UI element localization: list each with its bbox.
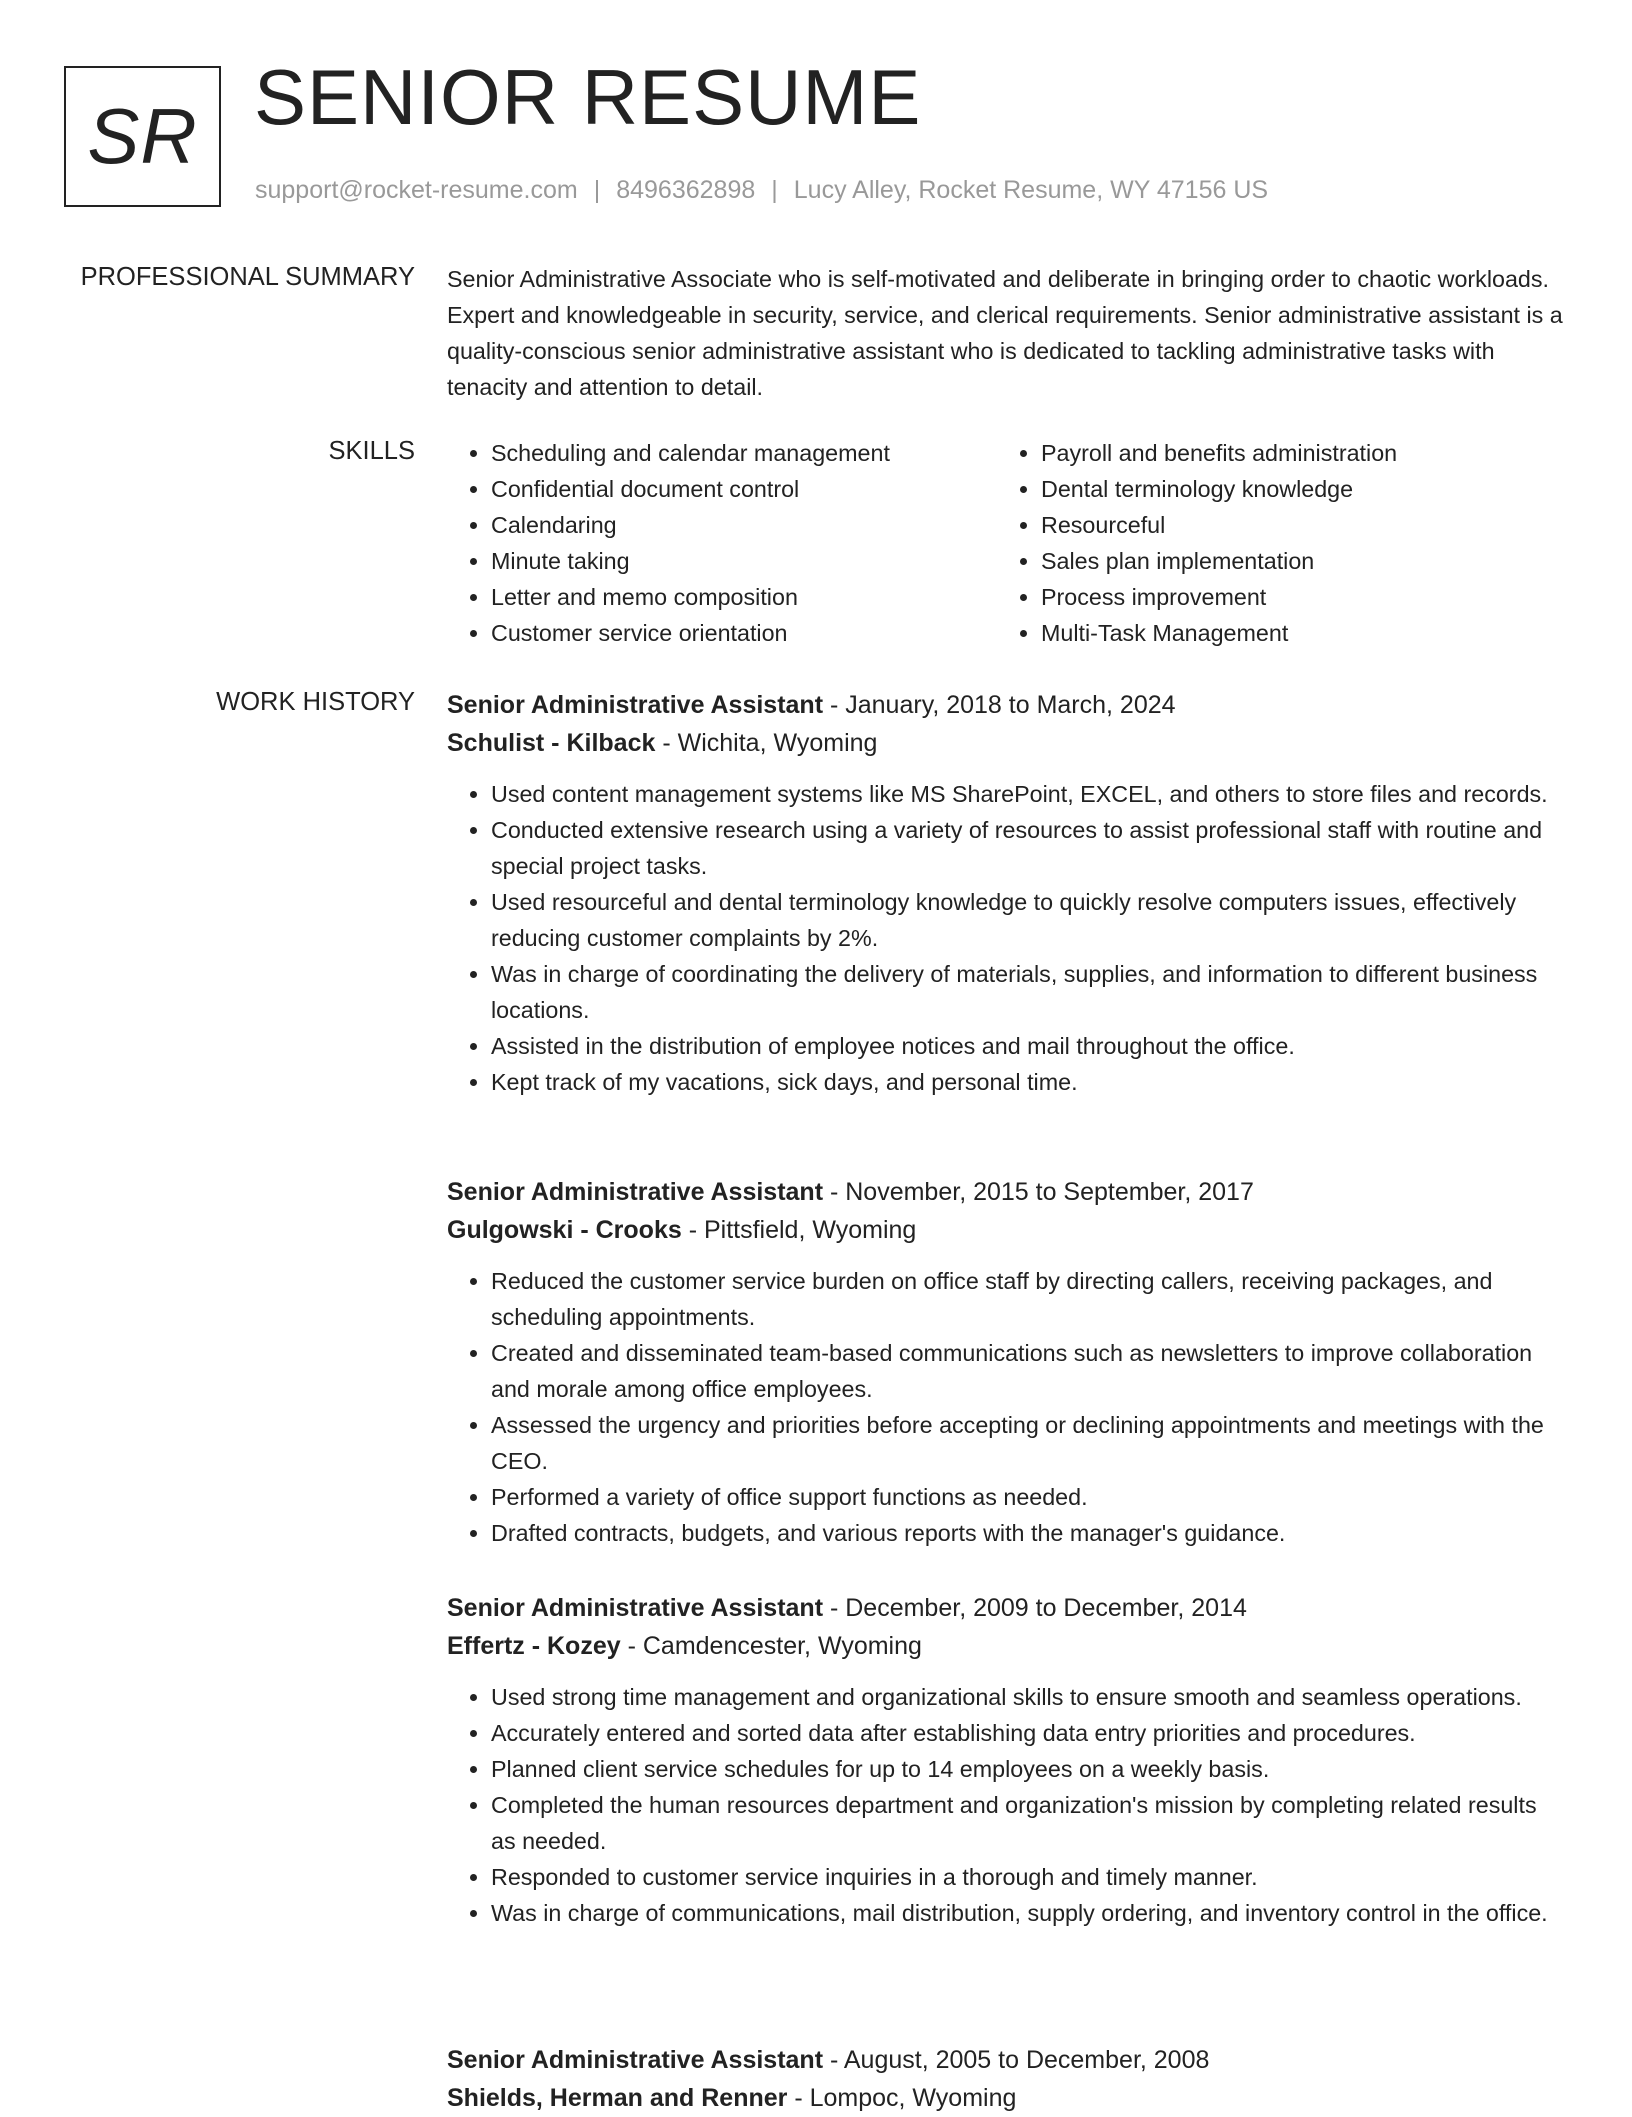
skill-item: • Payroll and benefits administration: [1041, 435, 1547, 471]
job-title: Senior Administrative Assistant: [447, 2046, 824, 2074]
job-dates: - November, 2015 to September, 2017: [823, 1178, 1254, 1206]
contact-separator: |: [771, 176, 778, 204]
job-company-line: [447, 1627, 1567, 1665]
job-entry: [447, 686, 1567, 1100]
job-bullets: [447, 1679, 1567, 1931]
job-bullet: • Performed a variety of office support functions as needed.: [491, 1479, 1567, 1515]
job-bullet: • Planned client service schedules for up to 14 employees on a weekly basis.: [491, 1751, 1567, 1787]
job-title: Senior Administrative Assistant: [447, 1178, 824, 1206]
job-location: - Wichita, Wyoming: [655, 729, 878, 757]
job-title: Senior Administrative Assistant: [447, 1594, 824, 1622]
skill-item: • Dental terminology knowledge: [1041, 471, 1547, 507]
job-entry: [447, 1173, 1567, 1551]
job-location: - Pittsfield, Wyoming: [681, 1216, 917, 1244]
contact-line: [255, 176, 1268, 205]
skills-right-list: [997, 435, 1547, 651]
job-bullet: • Was in charge of communications, mail distribution, supply ordering, and inventory control in the office.: [491, 1895, 1567, 1931]
job-entry: [447, 1589, 1567, 1931]
skill-item: • Sales plan implementation: [1041, 543, 1547, 579]
job-bullet: • Assessed the urgency and priorities before accepting or declining appointments and meetings with the CEO.: [491, 1407, 1567, 1479]
skills-grid: [447, 435, 1567, 651]
job-company-line: [447, 724, 1567, 762]
skill-item: • Confidential document control: [491, 471, 997, 507]
skill-item: • Scheduling and calendar management: [491, 435, 997, 471]
job-bullet: • Completed the human resources department and organization's mission by completing related results as needed.: [491, 1787, 1567, 1859]
job-bullets: [447, 776, 1567, 1100]
job-bullet: • Created and disseminated team-based communications such as newsletters to improve collaboration and morale among office employees.: [491, 1335, 1567, 1407]
job-bullet: • Used resourceful and dental terminology knowledge to quickly resolve computers issues, effectively reducing customer complaints by 2%.: [491, 884, 1567, 956]
resume-name: SENIOR RESUME: [254, 53, 922, 141]
skill-item: • Minute taking: [491, 543, 997, 579]
job-bullet: • Responded to customer service inquiries in a thorough and timely manner.: [491, 1859, 1567, 1895]
skill-item: • Multi-Task Management: [1041, 615, 1547, 651]
contact-phone: 8496362898: [616, 176, 756, 204]
job-dates: - January, 2018 to March, 2024: [823, 691, 1176, 719]
work-history-label: WORK HISTORY: [216, 688, 415, 716]
skills-left-list: [447, 435, 997, 651]
job-bullet: • Used content management systems like MS SharePoint, EXCEL, and others to store files and records.: [491, 776, 1567, 812]
job-bullet: • Conducted extensive research using a variety of resources to assist professional staff with routine and special project tasks.: [491, 812, 1567, 884]
job-bullet: • Drafted contracts, budgets, and various reports with the manager's guidance.: [491, 1515, 1567, 1551]
contact-address: Lucy Alley, Rocket Resume, WY 47156 US: [793, 176, 1269, 204]
job-bullet: • Was in charge of coordinating the delivery of materials, supplies, and information to different business locations.: [491, 956, 1567, 1028]
skill-item: • Letter and memo composition: [491, 579, 997, 615]
job-bullet: • Reduced the customer service burden on office staff by directing callers, receiving packages, and scheduling appointments.: [491, 1263, 1567, 1335]
job-title-line: [447, 1173, 1567, 1211]
job-entry: [447, 2041, 1567, 2117]
job-bullet: • Assisted in the distribution of employee notices and mail throughout the office.: [491, 1028, 1567, 1064]
summary-text: Senior Administrative Associate who is self-motivated and deliberate in bringing order to chaotic workloads. Expert and knowledgeable in security, service, and clerical requirements. Senior administrative assistant is a quality-conscious senior administrative assistant who is dedicated to tackling administrative tasks with tenacity and attention to detail.: [447, 266, 1563, 400]
skills-label: SKILLS: [328, 437, 415, 465]
skill-item: • Process improvement: [1041, 579, 1547, 615]
skill-item: • Resourceful: [1041, 507, 1547, 543]
job-location: - Lompoc, Wyoming: [787, 2084, 1017, 2112]
job-dates: - December, 2009 to December, 2014: [823, 1594, 1247, 1622]
job-location: - Camdencester, Wyoming: [620, 1632, 922, 1660]
job-company: Shields, Herman and Renner: [447, 2084, 788, 2112]
job-company: Effertz - Kozey: [447, 1632, 621, 1660]
job-title-line: [447, 2041, 1567, 2079]
job-bullets: [447, 1263, 1567, 1551]
summary-label: PROFESSIONAL SUMMARY: [80, 263, 415, 291]
job-bullet: • Accurately entered and sorted data after establishing data entry priorities and procedures.: [491, 1715, 1567, 1751]
monogram: SR: [64, 66, 221, 207]
job-title-line: [447, 1589, 1567, 1627]
job-company: Gulgowski - Crooks: [447, 1216, 682, 1244]
skill-item: • Customer service orientation: [491, 615, 997, 651]
job-bullet: • Kept track of my vacations, sick days, and personal time.: [491, 1064, 1567, 1100]
job-company: Schulist - Kilback: [447, 729, 656, 757]
job-bullet: • Used strong time management and organizational skills to ensure smooth and seamless operations.: [491, 1679, 1567, 1715]
job-title-line: [447, 686, 1567, 724]
contact-email: support@rocket-resume.com: [255, 176, 578, 204]
job-dates: - August, 2005 to December, 2008: [823, 2046, 1210, 2074]
contact-separator: |: [593, 176, 601, 204]
job-company-line: [447, 2079, 1567, 2117]
job-title: Senior Administrative Assistant: [447, 691, 824, 719]
skill-item: • Calendaring: [491, 507, 997, 543]
job-company-line: [447, 1211, 1567, 1249]
